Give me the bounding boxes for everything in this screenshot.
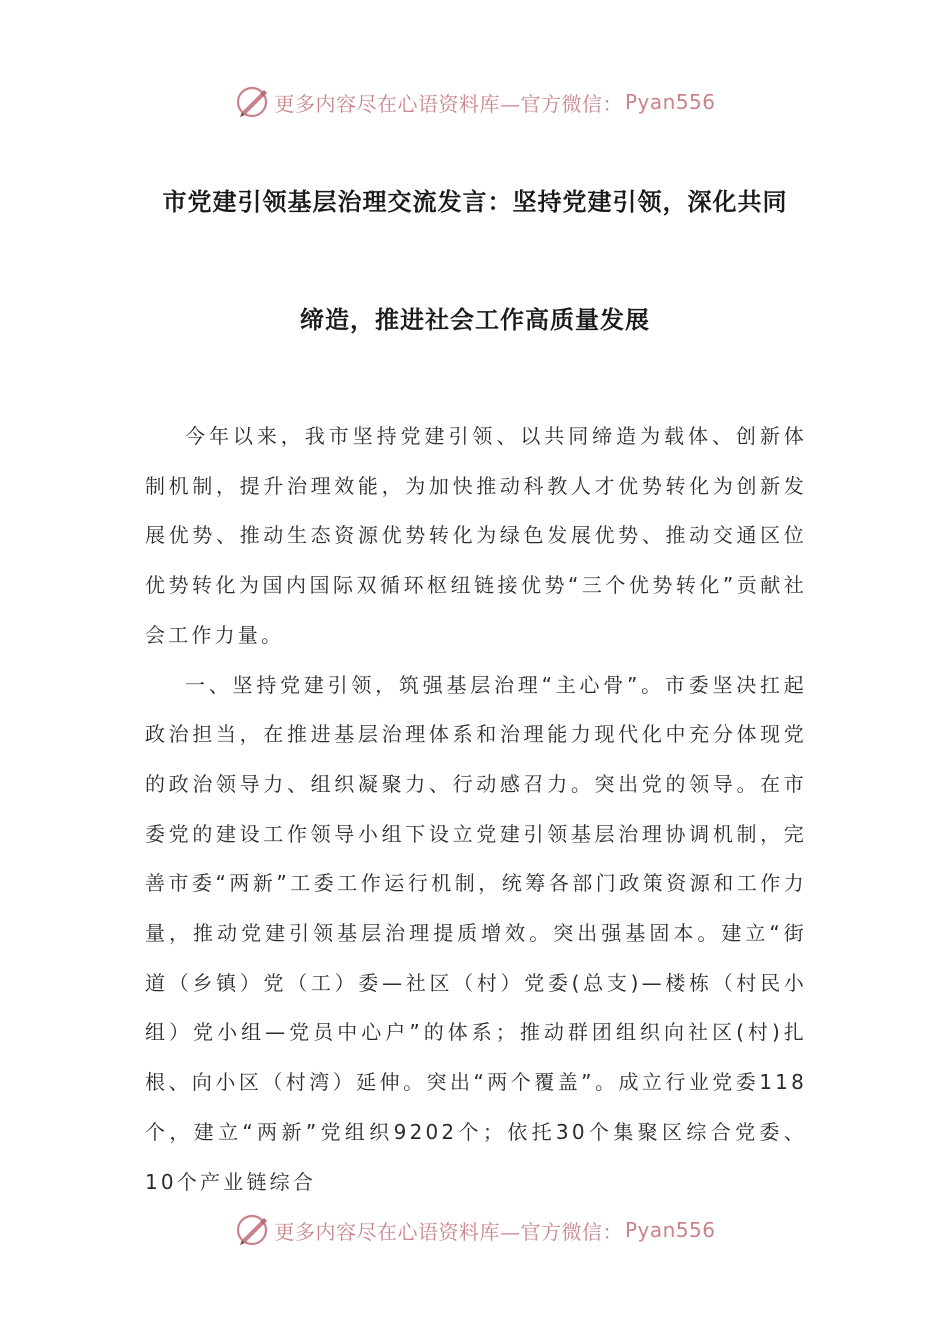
watermark-wechat-id: Pyan556 (624, 1218, 716, 1242)
document-body (145, 412, 807, 1207)
pen-circle-logo-icon (234, 84, 270, 120)
paragraph-section-1: 一、坚持党建引领，筑强基层治理“主心骨”。市委坚决扛起政治担当，在推进基层治理体系和治理能力现代化中充分体现党的政治领导力、组织凝聚力、行动感召力。突出党的领导。在市委党的建设工作领导小组下设立党建引领基层治理协调机制，完善市委“两新”工委工作运行机制，统筹各部门政策资源和工作力量，推动党建引领基层治理提质增效。突出强基固本。建立“街道（乡镇）党（工）委—社区（村）党委(总支)—楼栋（村民小组）党小组—党员中心户”的体系；推动群团组织向社区(村)扎根、向小区（村湾）延伸。突出“两个覆盖”。成立行业党委118个，建立“两新”党组织9202个；依托30个集聚区综合党委、10个产业链综合 (145, 672, 807, 1194)
watermark-wechat-id: Pyan556 (624, 90, 716, 114)
watermark-banner-top (0, 82, 950, 122)
pen-circle-logo-icon (234, 1212, 270, 1248)
watermark-text: 更多内容尽在心语资料库—官方微信： (274, 1219, 623, 1244)
paragraph-intro: 今年以来，我市坚持党建引领、以共同缔造为载体、创新体制机制，提升治理效能，为加快推动科教人才优势转化为创新发展优势、推动生态资源优势转化为绿色发展优势、推动交通区位优势转化为国内国际双循环枢纽链接优势“三个优势转化”贡献社会工作力量。 (145, 424, 807, 647)
watermark-banner-bottom (0, 1210, 950, 1250)
document-title-line-2: 缔造，推进社会工作高质量发展 (300, 306, 650, 334)
watermark-text: 更多内容尽在心语资料库—官方微信： (274, 91, 623, 116)
document-title-line-1: 市党建引领基层治理交流发言：坚持党建引领，深化共同 (162, 188, 788, 216)
